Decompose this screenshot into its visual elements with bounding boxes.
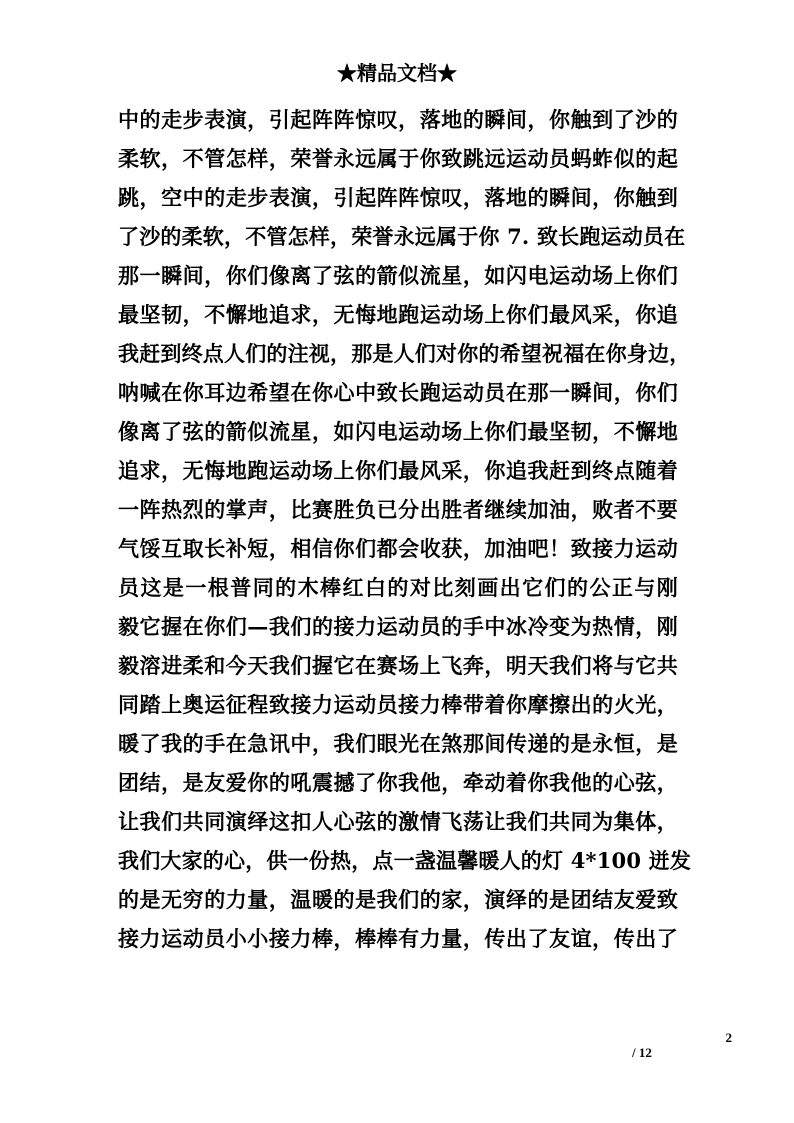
- body-line: 最坚韧，不懈地追求，无悔地跑运动场上你们最风采，你追: [118, 302, 678, 327]
- body-line: 气馁互取长补短，相信你们都会收获，加油吧！致接力运动: [118, 536, 678, 561]
- body-line: 追求，无悔地跑运动场上你们最风采，你追我赶到终点随着: [118, 458, 678, 483]
- body-line: 像离了弦的箭似流星，如闪电运动场上你们最坚韧，不懈地: [118, 419, 678, 444]
- body-line: 让我们共同演绎这扣人心弦的激情飞荡让我们共同为集体，: [118, 809, 678, 834]
- body-line: 我赶到终点人们的注视，那是人们对你的希望祝福在你身边，: [118, 341, 691, 366]
- body-line: 同踏上奥运征程致接力运动员接力棒带着你摩擦出的火光，: [118, 692, 678, 717]
- page-number: 2: [725, 1030, 732, 1045]
- body-line: 接力运动员小小接力棒，棒棒有力量，传出了友谊，传出了: [118, 926, 678, 951]
- body-line: 团结，是友爱你的吼震撼了你我他，牵动着你我他的心弦，: [118, 770, 678, 795]
- body-line: 员这是一根普同的木棒红白的对比刻画出它们的公正与刚: [118, 575, 678, 600]
- body-line: 柔软，不管怎样，荣誉永远属于你致跳远运动员蚂蚱似的起: [118, 146, 678, 171]
- body-line: 毅溶进柔和今天我们握它在赛场上飞奔，明天我们将与它共: [118, 653, 678, 678]
- page-total: / 12: [632, 1045, 652, 1060]
- body-line: 呐喊在你耳边希望在你心中致长跑运动员在那一瞬间，你们: [118, 380, 678, 405]
- body-line: 我们大家的心，供一份热，点一盏温馨暖人的灯 4*100 迸发: [118, 848, 692, 873]
- body-line: 一阵热烈的掌声，比赛胜负已分出胜者继续加油，败者不要: [118, 497, 678, 522]
- body-line: 了沙的柔软，不管怎样，荣誉永远属于你 7. 致长跑运动员在: [118, 224, 686, 249]
- body-line: 暖了我的手在急讯中，我们眼光在煞那间传递的是永恒，是: [118, 731, 678, 756]
- body-line: 毅它握在你们—我们的接力运动员的手中冰冷变为热情，刚: [118, 614, 678, 639]
- document-body: [118, 100, 692, 958]
- body-line: 的是无穷的力量，温暖的是我们的家，演绎的是团结友爱致: [118, 887, 678, 912]
- document-header-title: ★精品文档★: [337, 61, 457, 85]
- body-line: 中的走步表演，引起阵阵惊叹，落地的瞬间，你触到了沙的: [118, 107, 678, 132]
- body-line: 那一瞬间，你们像离了弦的箭似流星，如闪电运动场上你们: [118, 263, 678, 288]
- body-line: 跳，空中的走步表演，引起阵阵惊叹，落地的瞬间，你触到: [118, 185, 678, 210]
